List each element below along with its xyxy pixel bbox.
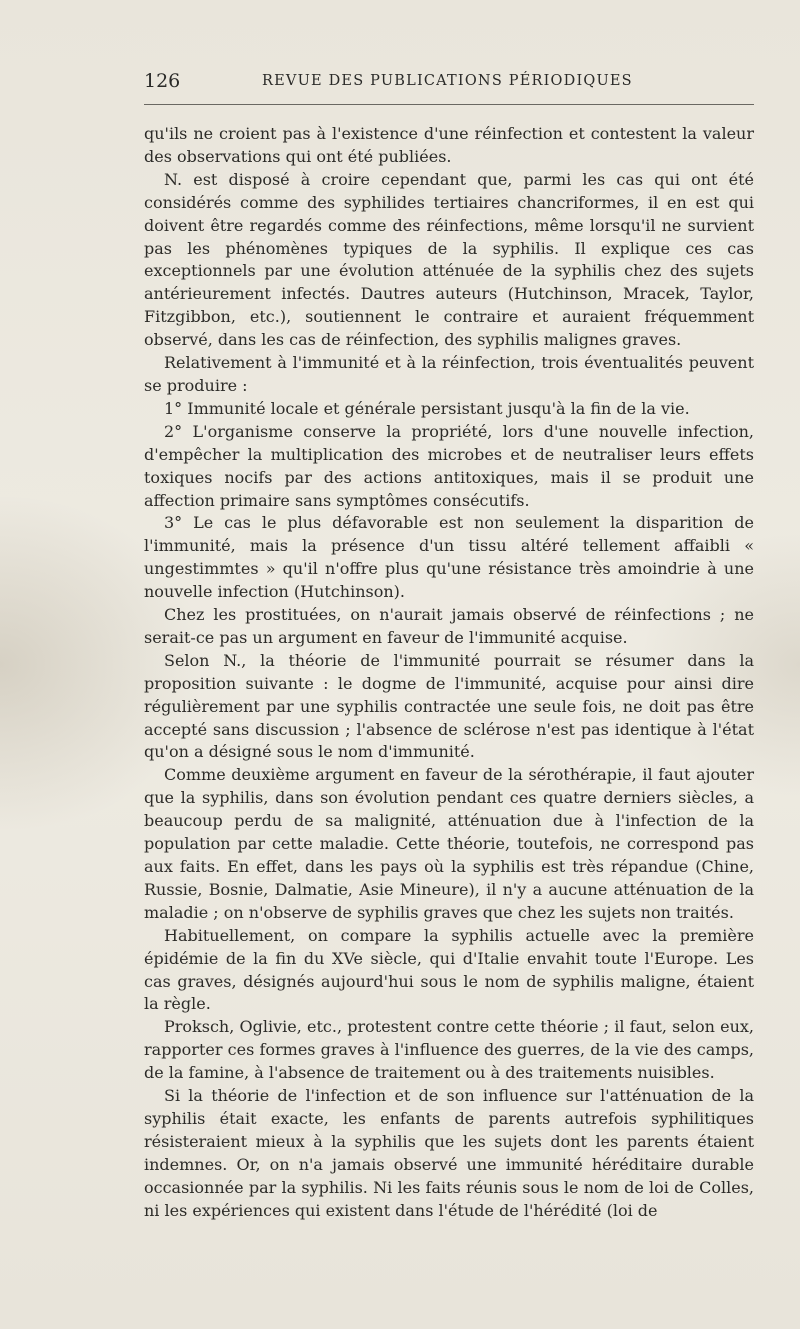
paragraph: Chez les prostituées, on n'aurait jamais observé de réinfections ; ne serait-ce pas un argument en faveur de l'immunité acquise. xyxy=(144,605,754,647)
paragraph: Proksch, Oglivie, etc., protestent contre cette théorie ; il faut, selon eux, rapporter ces formes graves à l'influence des guerres, de la vie des camps, de la famine, à l'absence de traitement ou à des traitements nuisibles. xyxy=(144,1017,754,1083)
page-header xyxy=(144,70,754,100)
page-number: 126 xyxy=(144,70,181,92)
paragraph: N. est disposé à croire cependant que, parmi les cas qui ont été considérés comme des syphilides tertiaires chancriformes, il en est qui doivent être regardés comme des réinfections, même lorsqu'il ne survient pas les phénomènes typiques de la syphilis. Il explique ces cas exceptionnels par une évolution atténuée de la syphilis chez des sujets antérieurement infectés. Dautres auteurs (Hutchinson, Mracek, Taylor, Fitzgibbon, etc.), soutiennent le contraire et auraient fréquemment observé, dans les cas de réinfection, des syphilis malignes graves. xyxy=(144,169,754,350)
paragraph: qu'ils ne croient pas à l'existence d'une réinfection et contestent la valeur des observations qui ont été publiées. xyxy=(144,124,754,166)
running-title: REVUE DES PUBLICATIONS PÉRIODIQUES xyxy=(262,73,633,89)
paragraph: Habituellement, on compare la syphilis actuelle avec la première épidémie de la fin du XVe siècle, qui d'Italie envahit toute l'Europe. Les cas graves, désignés aujourd'hui sous le nom de syphilis maligne, étaient la règle. xyxy=(144,925,754,1014)
paragraph: 3° Le cas le plus défavorable est non seulement la disparition de l'immunité, mais la présence d'un tissu altéré tellement affaibli « ungestimmtes » qu'il n'offre plus qu'une résistance très amoindrie à une nouvelle infection (Hutchinson). xyxy=(144,513,754,602)
paragraph: 2° L'organisme conserve la propriété, lors d'une nouvelle infection, d'empêcher la multiplication des microbes et de neutraliser leurs effets toxiques nocifs par des actions antitoxiques, mais il se produit une affection primaire sans symptômes consécutifs. xyxy=(144,421,754,510)
paragraph: Relativement à l'immunité et à la réinfection, trois éventualités peuvent se produire : xyxy=(144,353,754,395)
body-text xyxy=(144,123,754,1223)
paragraph: Comme deuxième argument en faveur de la sérothérapie, il faut ajouter que la syphilis, dans son évolution pendant ces quatre derniers siècles, a beaucoup perdu de sa malignité, atténuation due à l'infection de la population par cette maladie. Cette théorie, toutefois, ne correspond pas aux faits. En effet, dans les pays où la syphilis est très répandue (Chine, Russie, Bosnie, Dalmatie, Asie Mineure), il n'y a aucune atténuation de la maladie ; on n'observe de syphilis graves que chez les sujets non traités. xyxy=(144,765,754,922)
header-rule xyxy=(144,104,754,105)
paragraph: Selon N., la théorie de l'immunité pourrait se résumer dans la proposition suivante : le dogme de l'immunité, acquise pour ainsi dire régulièrement par une syphilis contractée une seule fois, ne doit pas être accepté sans discussion ; l'absence de sclérose n'est pas identique à l'état qu'on a désigné sous le nom d'immunité. xyxy=(144,650,754,762)
paragraph: 1° Immunité locale et générale persistant jusqu'à la fin de la vie. xyxy=(164,398,690,418)
paragraph: Si la théorie de l'infection et de son influence sur l'atténuation de la syphilis était exacte, les enfants de parents autrefois syphilitiques résisteraient mieux à la syphilis que les sujets dont les parents étaient indemnes. Or, on n'a jamais observé une immunité héréditaire durable occasionnée par la syphilis. Ni les faits réunis sous le nom de loi de Colles, ni les expériences qui existent dans l'étude de l'hérédité (loi de xyxy=(144,1086,754,1220)
